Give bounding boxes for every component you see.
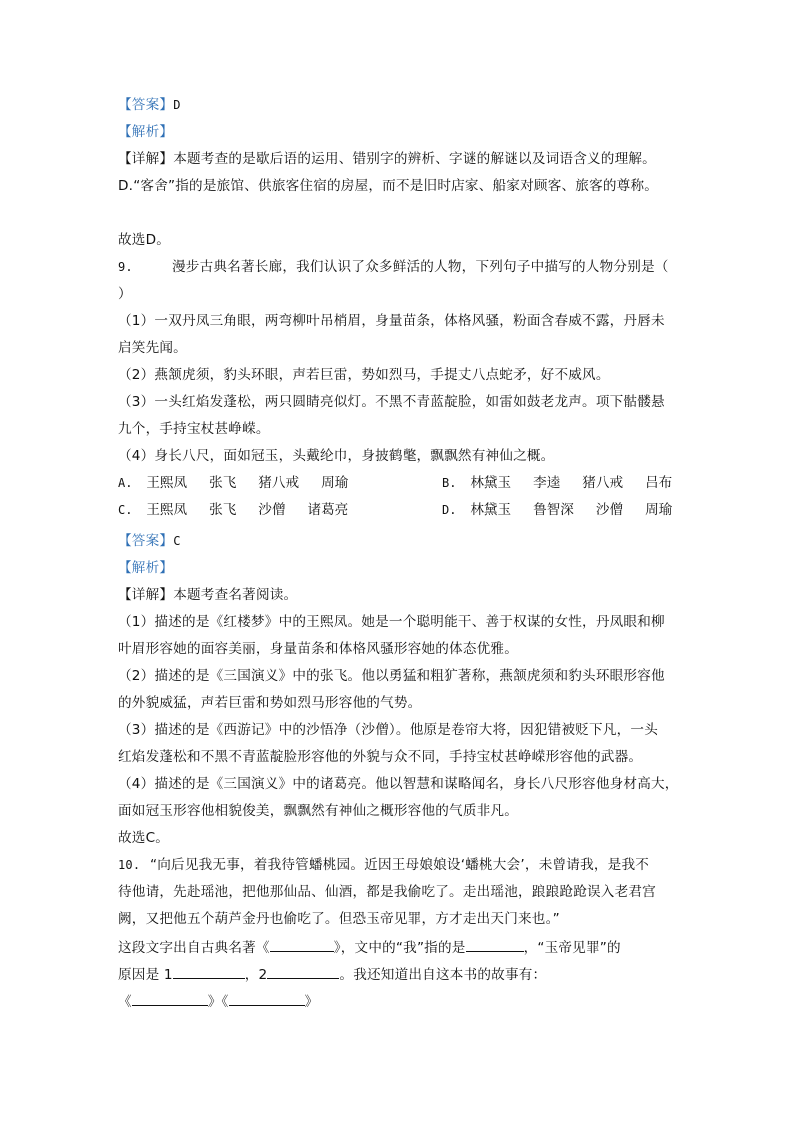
option-name: 林黛玉 <box>470 502 512 518</box>
option-letter: D. <box>442 503 457 517</box>
q9-exp1-line2: 叶眉形容她的面容美丽，身量苗条和体格风骚形容她的体态优雅。 <box>118 641 519 657</box>
q9-exp2-line2: 的外貌威猛，声若巨雷和势如烈马形容他的气势。 <box>118 695 422 711</box>
q10-number: 10. <box>118 858 141 872</box>
q10-fill-line1 <box>118 937 621 957</box>
q10-quote-line2: 待他请，先赴瑶池，把他那仙品、仙酒，都是我偷吃了。走出瑶池，踉踉跄跄误入老君宫 <box>118 884 656 900</box>
q10-fill-line2 <box>118 964 546 984</box>
q9-item2: （2）燕颔虎须，豹头环眼，声若巨雷，势如烈马，手提丈八点蛇矛，好不威风。 <box>118 367 610 383</box>
fill-text: ，“玉帝见罪”的 <box>523 940 621 956</box>
q9-item3-line2: 九个，手持宝杖甚峥嵘。 <box>118 421 270 437</box>
option-name: 吕布 <box>645 475 673 491</box>
q9-exp1-line1: （1）描述的是《红楼梦》中的王熙凤。她是一个聪明能干、善于权谋的女性，丹凤眼和柳 <box>118 614 665 630</box>
analysis-label: 【解析】 <box>118 124 174 140</box>
answer-value: D <box>173 98 181 112</box>
option-b <box>442 474 694 492</box>
q9-exp4-line2: 面如冠玉形容他相貌俊美，飘飘然有神仙之概形容他的气质非凡。 <box>118 803 519 819</box>
q9-exp3-line2: 红焰发蓬松和不黑不青蓝靛脸形容他的外貌与众不同，手持宝杖甚峥嵘形容他的武器。 <box>118 749 643 765</box>
option-name: 王熙凤 <box>146 475 188 491</box>
q9-exp2-line1: （2）描述的是《三国演义》中的张飞。他以勇猛和粗犷著称，燕颔虎须和豹头环眼形容他 <box>118 668 665 684</box>
fill-text: 》，文中的“我”指的是 <box>333 940 466 956</box>
blank-story-1[interactable] <box>132 991 208 1006</box>
q9-analysis-line <box>118 559 173 577</box>
option-name: 沙僧 <box>595 502 624 518</box>
option-name: 猪八戒 <box>258 475 300 491</box>
option-name: 沙僧 <box>258 502 286 518</box>
fill-text: ，2 <box>244 967 268 983</box>
blank-reason-2[interactable] <box>267 964 339 979</box>
analysis-label: 【解析】 <box>118 560 174 576</box>
fill-text: 《 <box>118 994 132 1010</box>
fill-text: 。我还知道出自这本书的故事有： <box>339 967 547 983</box>
fill-text: 原因是 1 <box>118 967 173 983</box>
q9-number: 9. <box>118 260 133 274</box>
fill-text: 这段文字出自古典名著《 <box>118 940 270 956</box>
q9-answer-line <box>118 532 181 550</box>
option-name: 周瑜 <box>321 475 349 491</box>
q9-item1-line1: （1）一双丹凤三角眼，两弯柳叶吊梢眉，身量苗条，体格风骚，粉面含春威不露，丹唇未 <box>118 313 665 329</box>
q9-exp4-line1: （4）描述的是《三国演义》中的诸葛亮。他以智慧和谋略闻名，身长八尺形容他身材高大， <box>118 776 679 792</box>
q9-item4: （4）身长八尺，面如冠玉，头戴纶巾，身披鹤氅，飘飘然有神仙之概。 <box>118 448 555 464</box>
option-name: 周瑜 <box>645 502 673 518</box>
q9-item3-line1: （3）一头红焰发蓬松，两只圆睛亮似灯。不黑不青蓝靛脸，如雷如鼓老龙声。项下骷髅悬 <box>118 394 665 410</box>
option-c <box>118 501 370 519</box>
option-letter: C. <box>118 503 133 517</box>
option-d <box>442 501 694 519</box>
blank-book-title[interactable] <box>270 937 334 952</box>
option-letter: B. <box>442 476 457 490</box>
answer-value: C <box>173 534 181 548</box>
detail-text: 本题考查的是歇后语的运用、错别字的辨析、字谜的解谜以及词语含义的理解。 <box>173 151 656 167</box>
fill-text: 》《 <box>207 994 229 1010</box>
q9-item1-line2: 启笑先闻。 <box>118 340 187 356</box>
q8-detail-line <box>118 150 656 168</box>
blank-reason-1[interactable] <box>173 964 245 979</box>
q9-exp3-line1: （3）描述的是《西游记》中的沙悟净（沙僧）。他原是卷帘大将，因犯错被贬下凡，一头 <box>118 722 659 738</box>
q9-stem-text: 漫步古典名著长廊，我们认识了众多鲜活的人物，下列句子中描写的人物分别是（ <box>172 259 669 275</box>
detail-label: 【详解】 <box>118 151 174 167</box>
option-letter: A. <box>118 476 133 490</box>
q10-quote-line3: 阙，又把他五个葫芦金丹也偷吃了。但恐玉帝见罪，方才走出天门来也。” <box>118 911 560 927</box>
fill-text: 》 <box>304 994 319 1010</box>
answer-label: 【答案】 <box>118 97 174 113</box>
option-name: 鲁智深 <box>533 502 574 518</box>
blank-story-2[interactable] <box>229 991 305 1006</box>
detail-text: 本题考查名著阅读。 <box>173 587 298 603</box>
q9-detail-line <box>118 586 297 604</box>
blank-who-is-me[interactable] <box>466 937 524 952</box>
option-name: 张飞 <box>209 475 237 491</box>
option-name: 张飞 <box>209 502 237 518</box>
q10-quote-text: “向后见我无事，着我待管蟠桃园。近因王母娘娘设‘蟠桃大会’，未曾请我，是我不 <box>150 857 650 873</box>
option-name: 诸葛亮 <box>307 502 349 518</box>
q8-option-d-explanation: D.“客舍”指的是旅馆、供旅客住宿的房屋，而不是旧时店家、船家对顾客、旅客的尊称。 <box>118 178 659 194</box>
q9-stem-close: ） <box>118 286 132 302</box>
q9-stem <box>118 258 669 276</box>
q9-conclusion: 故选C。 <box>118 830 170 846</box>
answer-label: 【答案】 <box>118 533 174 549</box>
detail-label: 【详解】 <box>118 587 174 603</box>
option-name: 猪八戒 <box>582 475 624 491</box>
q8-answer-line <box>118 96 181 114</box>
q8-analysis-line <box>118 123 173 141</box>
option-name: 王熙凤 <box>146 502 188 518</box>
q10-quote-line1 <box>118 856 649 874</box>
option-name: 李逵 <box>533 475 561 491</box>
q10-fill-line3 <box>118 991 318 1011</box>
q8-conclusion: 故选D。 <box>118 232 171 248</box>
option-a <box>118 474 370 492</box>
option-name: 林黛玉 <box>470 475 512 491</box>
